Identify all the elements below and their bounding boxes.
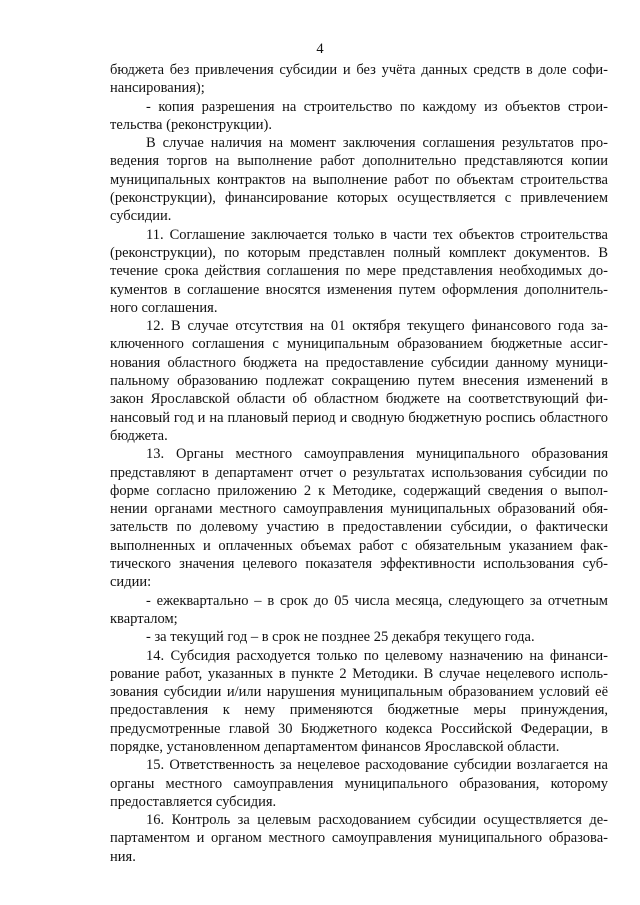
paragraph-14: 14. Субсидия расходуется только по целевому назначению на финансирование работ, указанных в пункте 2 Методики. В случае нецелевого использования субсидии и/или нарушения муниципальным образованием условий её предоставления к нему применяются бюджетные меры принуждения, предусмотренные главой 30 Бюджетного кодекса Российской Федерации, в порядке, установленном департаментом финансов Ярославской области. (110, 647, 608, 755)
paragraph-12: 12. В случае отсутствия на 01 октября текущего финансового года заключенного соглашения с муниципальным образованием бюджетные ассигнования областного бюджета на предоставление субсидии данному муниципальному образованию подлежат сокращению путем внесения изменений в закон Ярославской области об областном бюджете на соответствующий финансовый год и на плановый период и сводную бюджетную роспись областного бюджета. (110, 318, 608, 444)
list-item-annual: - за текущий год – в срок не позднее 25 декабря текущего года. (146, 629, 535, 646)
paragraph-tender-results: В случае наличия на момент заключения соглашения результатов проведения торгов на выполнение работ дополнительно представляются копии муниципальных контрактов на выполнение работ по объектам строительства (реконструкции), финансирование которых осуществляется с привлечением субсидии. (110, 135, 608, 225)
page-number: 4 (316, 41, 324, 57)
paragraph-11: 11. Соглашение заключается только в части тех объектов строительства (реконструкции), по которым представлен полный комплект документов. В течение срока действия соглашения по мере представления необходимых документов в соглашение вносятся изменения путем оформления дополнительного соглашения. (110, 226, 608, 316)
paragraph-15: 15. Ответственность за нецелевое расходование субсидии возлагается на органы местного самоуправления муниципального образования, которому предоставляется субсидия. (110, 757, 608, 810)
list-item-building-permit: - копия разрешения на строительство по каждому из объектов строительства (реконструкции). (110, 98, 608, 133)
paragraph-13: 13. Органы местного самоуправления муниципального образования представляют в департамент отчет о результатах использования субсидии по форме согласно приложению 2 к Методике, содержащий сведения о выполнении органами местного самоуправления муниципальных образований обязательств по долевому участию в предоставлении субсидии, о фактически выполненных и оплаченных объемах работ с обязательным указанием фактического значения целевого показателя эффективности использования субсидии: (110, 446, 608, 591)
list-item-quarterly: - ежеквартально – в срок до 05 числа месяца, следующего за отчетным кварталом; (110, 592, 608, 627)
paragraph-continuation: бюджета без привлечения субсидии и без учёта данных средств в доле софинансирования); (110, 62, 608, 97)
paragraph-16: 16. Контроль за целевым расходованием субсидии осуществляется департаментом и органом местного самоуправления муниципального образования. (110, 812, 608, 865)
document-body (110, 61, 608, 866)
